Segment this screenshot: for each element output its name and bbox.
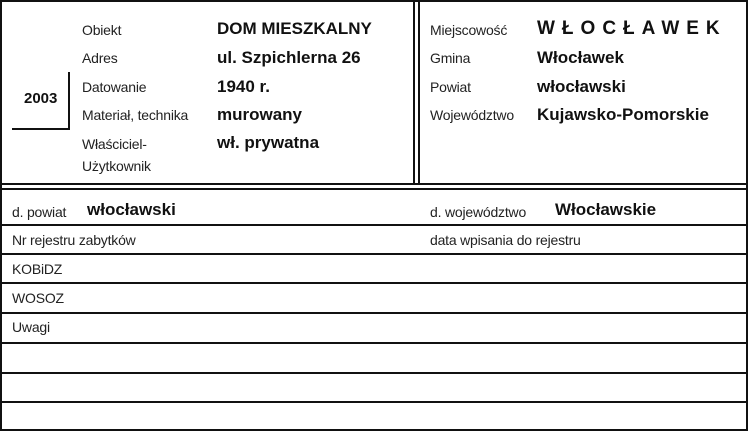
- obiekt-label: Obiekt: [82, 22, 122, 38]
- adres-label: Adres: [82, 50, 118, 66]
- wlasciciel-label-line2: Użytkownik: [82, 158, 151, 174]
- section-divider-top: [2, 183, 746, 185]
- kobidz-label: KOBiDZ: [12, 261, 63, 277]
- d-powiat-value: włocławski: [87, 200, 176, 219]
- wojewodztwo-label: Województwo: [430, 107, 514, 123]
- obiekt-value: DOM MIESZKALNY: [217, 19, 372, 38]
- wlasciciel-label-line1: Właściciel-: [82, 136, 147, 152]
- row-line-4: [2, 312, 746, 314]
- upper-divider-left: [413, 2, 415, 185]
- row-line-1: [2, 224, 746, 226]
- gmina-value: Włocławek: [537, 48, 624, 67]
- row-line-7: [2, 401, 746, 403]
- upper-divider-right: [418, 2, 420, 185]
- gmina-label: Gmina: [430, 50, 471, 66]
- material-value: murowany: [217, 105, 303, 124]
- card-number: 2003: [24, 90, 58, 107]
- uwagi-label: Uwagi: [12, 319, 50, 335]
- datowanie-value: 1940 r.: [217, 77, 270, 96]
- row-line-2: [2, 253, 746, 255]
- row-line-3: [2, 282, 746, 284]
- powiat-label: Powiat: [430, 79, 471, 95]
- row-line-5: [2, 342, 746, 344]
- datowanie-label: Datowanie: [82, 79, 147, 95]
- powiat-value: włocławski: [537, 77, 626, 96]
- nr-rejestru-label: Nr rejestru zabytków: [12, 232, 136, 248]
- d-wojewodztwo-value: Włocławskie: [555, 200, 657, 219]
- material-label: Materiał, technika: [82, 107, 189, 123]
- data-wpisania-label: data wpisania do rejestru: [430, 232, 581, 248]
- miejscowosc-label: Miejscowość: [430, 22, 508, 38]
- d-powiat-label: d. powiat: [12, 204, 67, 220]
- wlasciciel-value: wł. prywatna: [217, 133, 320, 152]
- wojewodztwo-value: Kujawsko-Pomorskie: [537, 105, 709, 124]
- wosoz-label: WOSOZ: [12, 290, 64, 306]
- d-wojewodztwo-label: d. województwo: [430, 204, 527, 220]
- row-line-6: [2, 372, 746, 374]
- adres-value: ul. Szpichlerna 26: [217, 48, 361, 67]
- section-divider-bottom: [2, 188, 746, 190]
- miejscowosc-value: WŁOCŁAWEK: [537, 18, 727, 39]
